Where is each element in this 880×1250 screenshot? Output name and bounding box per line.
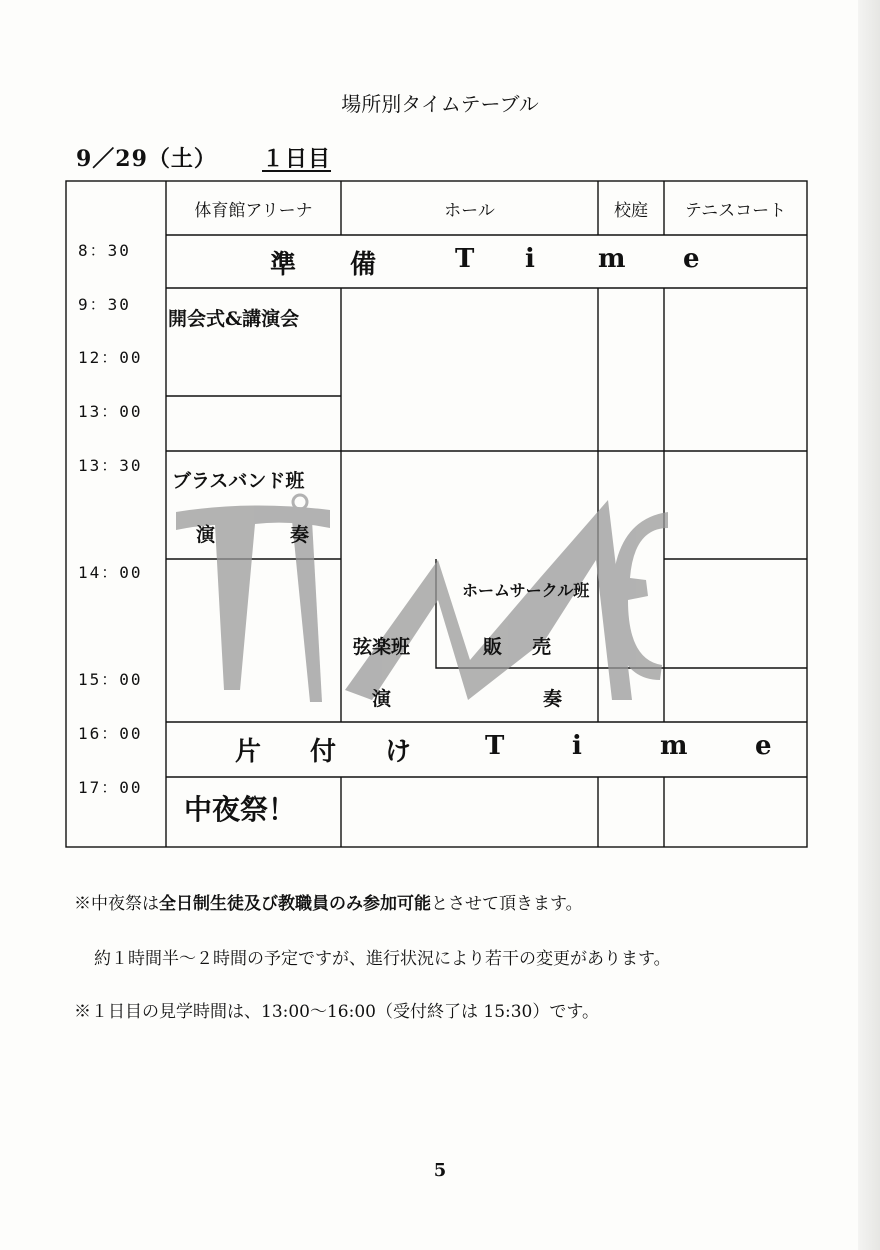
brass-band-act: 演: [196, 524, 216, 546]
note-emphasis: 全日制生徒及び教職員のみ参加可能: [159, 894, 431, 914]
cleanup-char: 片: [235, 737, 262, 767]
time-label: 8：30: [78, 241, 131, 260]
note-text: とさせて頂きます。: [431, 894, 583, 914]
string-music-act: 演: [372, 688, 392, 710]
event-date: 9／29（土）: [76, 146, 217, 172]
note-text: ※中夜祭は: [74, 894, 159, 914]
time-label: 9：30: [78, 295, 131, 314]
prep-char: T: [455, 244, 475, 274]
cleanup-char: け: [385, 737, 412, 767]
time-label: 15：00: [78, 670, 143, 689]
cleanup-char: T: [485, 731, 505, 761]
night-festival: 中夜祭！: [184, 793, 297, 826]
cleanup-char: 付: [310, 737, 337, 767]
prep-char: 備: [350, 250, 377, 280]
prep-char: i: [525, 244, 535, 274]
cleanup-char: i: [572, 731, 582, 761]
col-header-hall: ホール: [444, 201, 495, 221]
time-label: 13：30: [78, 456, 143, 475]
opening-ceremony: 開会式&講演会: [168, 308, 300, 330]
string-music-label: 弦楽班: [353, 636, 411, 658]
brass-band-label: ブラスバンド班: [172, 470, 305, 492]
page-number: 5: [433, 1160, 447, 1181]
page-title: 場所別タイムテーブル: [341, 92, 539, 116]
brass-band-act: 奏: [290, 524, 310, 546]
time-watermark: [176, 495, 668, 702]
prep-char: e: [683, 244, 700, 274]
note-schedule: 約１時間半～２時間の予定ですが、進行状況により若干の変更があります。: [94, 949, 671, 969]
col-header-schoolyard: 校庭: [614, 201, 648, 221]
home-circle-label: ホームサークル班: [462, 581, 590, 600]
note-night-festival: [74, 889, 583, 914]
cleanup-char: m: [660, 731, 688, 761]
note-visiting-hours: ※１日目の見学時間は、13:00～16:00（受付終了は 15:30）です。: [74, 1002, 600, 1022]
prep-char: 準: [270, 250, 297, 280]
time-label: 12：00: [78, 348, 143, 367]
cleanup-char: e: [755, 731, 772, 761]
time-label: 13：00: [78, 402, 143, 421]
day-label: １日目: [262, 146, 332, 172]
time-label: 14：00: [78, 563, 143, 582]
col-header-tennis-court: テニスコート: [684, 201, 787, 221]
time-label: 16：00: [78, 724, 143, 743]
home-circle-act: 販: [483, 636, 503, 658]
string-music-act: 奏: [543, 688, 563, 710]
prep-char: m: [598, 244, 626, 274]
time-label: 17：00: [78, 778, 143, 797]
home-circle-act: 売: [532, 636, 552, 658]
col-header-arena: 体育館アリーナ: [194, 201, 313, 221]
